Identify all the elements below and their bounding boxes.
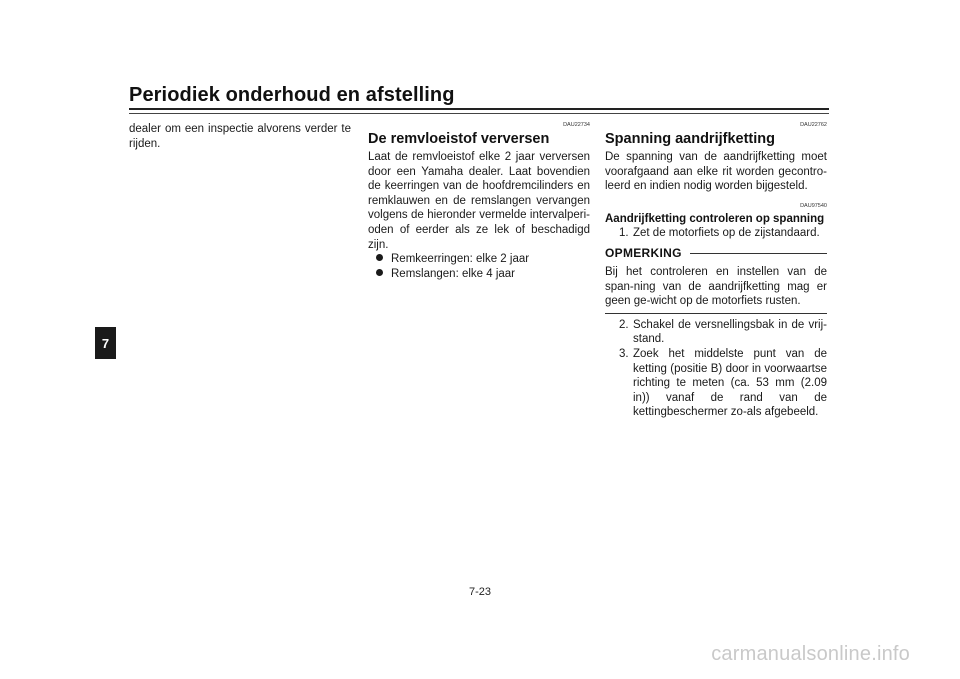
- watermark: carmanualsonline.info: [711, 643, 910, 665]
- section-heading-brake-fluid: De remvloeistof verversen: [368, 131, 550, 147]
- header-rule-thin: [129, 113, 829, 114]
- note-title: OPMERKING: [605, 246, 682, 261]
- header-rule-thick: [129, 108, 829, 110]
- bullet-text: Remslangen: elke 4 jaar: [391, 267, 516, 280]
- note-header: [605, 246, 827, 261]
- step-number: 1.: [619, 226, 629, 239]
- note-text: Bij het controleren en instellen van de span-ning van de aandrijfketting mag er geen ge-wicht op de motorfiets rusten.: [605, 265, 827, 308]
- bullet-dot-icon: [376, 254, 383, 261]
- column-middle: [368, 122, 590, 281]
- step-number: 2.: [619, 318, 629, 331]
- column-left: [129, 122, 351, 151]
- subheading-check-chain: Aandrijfketting controleren op spanning: [605, 212, 825, 225]
- step-number: 3.: [619, 347, 629, 360]
- chain-slack-paragraph: De spanning van de aandrijfketting moet voorafgaand aan elke rit worden gecontro-leerd en indien nodig worden bijgesteld.: [605, 151, 827, 193]
- step-item: [605, 226, 827, 241]
- step-item: [605, 347, 827, 420]
- continued-paragraph: dealer om een inspectie alvorens verder te rijden.: [129, 123, 351, 150]
- chapter-tab: [95, 327, 116, 359]
- note-rule: [690, 253, 827, 254]
- bullet-dot-icon: [376, 269, 383, 276]
- section-code: DAU22762: [800, 122, 827, 128]
- bullet-text: Remkeerringen: elke 2 jaar: [391, 253, 530, 266]
- page-number: 7-23: [468, 586, 492, 598]
- note-end-rule: [605, 313, 827, 314]
- step-text: Schakel de versnellingsbak in de vrij-stand.: [633, 318, 827, 346]
- page-title: Periodiek onderhoud en afstelling: [129, 84, 455, 106]
- section-code: DAU97540: [800, 202, 827, 209]
- step-item: [605, 318, 827, 347]
- step-text: Zet de motorfiets op de zijstandaard.: [633, 226, 820, 239]
- chapter-tab-number: 7: [101, 335, 110, 351]
- step-text: Zoek het middelste punt van de ketting (positie B) door in voorwaartse richting te meten (ca. 53 mm (2.09 in)) vanaf de rand van de kettingbeschermer zo-als afgebeeld.: [633, 347, 827, 419]
- bullet-item: [368, 267, 590, 282]
- section-heading-chain-slack: Spanning aandrijfketting: [605, 131, 775, 147]
- brake-fluid-paragraph: Laat de remvloeistof elke 2 jaar verversen door een Yamaha dealer. Laat bovendien de keerringen van de hoofdremcilinders en remklauwen en de remslangen vervangen volgens de hieronder vermelde intervalperi-oden of eerder als ze lek of beschadigd zijn.: [368, 151, 590, 251]
- column-right: [605, 122, 827, 420]
- bullet-item: [368, 252, 590, 267]
- section-code: DAU22734: [563, 122, 590, 128]
